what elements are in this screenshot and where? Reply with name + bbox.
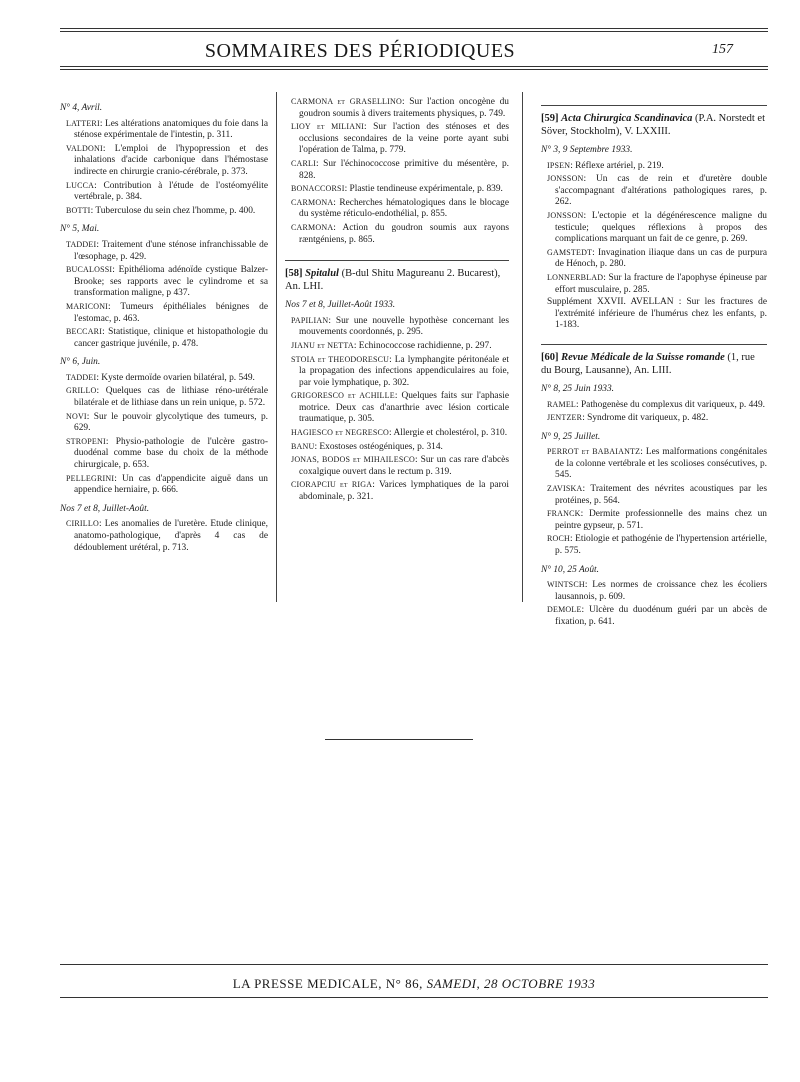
author: PELLEGRINI bbox=[66, 473, 115, 483]
article-entry bbox=[285, 121, 509, 157]
journal-publisher: (1, rue du Bourg, Lausanne), An. LIII. bbox=[541, 351, 755, 376]
article-title: : Action du goudron soumis aux rayons ræntgéniens, p. 865. bbox=[299, 222, 509, 245]
article-entry bbox=[285, 183, 509, 196]
journal-60-entries bbox=[541, 384, 767, 629]
column-2 bbox=[285, 96, 509, 505]
article-entry bbox=[60, 518, 268, 554]
article-title: : Les altérations anatomiques du foie dans la sténose expérimentale de l'intestin, p. 311. bbox=[74, 118, 268, 141]
author: GRIGORESCO et ACHILLE bbox=[291, 391, 395, 401]
article-title: : Sur l'action des sténoses et des occlusions secondaires de la veine porte ayant subi l'opération de Talma, p. 779. bbox=[299, 122, 509, 156]
article-title: : Traitement d'une sténose infranchissable de l'œsophage, p. 429. bbox=[74, 239, 268, 262]
article-entry bbox=[541, 412, 767, 425]
top-rule-2 bbox=[60, 31, 768, 32]
issue-heading: N° 10, 25 Août. bbox=[541, 564, 600, 575]
article-entry bbox=[285, 197, 509, 221]
journal-name: Revue Médicale de la Suisse romande bbox=[561, 351, 725, 363]
author: BOTTI bbox=[66, 205, 91, 215]
article-title: : Ulcère du duodénum guéri par un abcès de fixation, p. 641. bbox=[555, 605, 767, 627]
author: LUCCA bbox=[66, 180, 95, 190]
article-entry bbox=[60, 301, 268, 325]
author: BUCALOSSI bbox=[66, 265, 113, 275]
article-title: : L'emploi de l'hypopression et des inhalations d'acide carbonique dans l'hémostase indirecte en chirurgie cranio-cérébrale, p. 373. bbox=[74, 143, 268, 177]
article-entry bbox=[541, 210, 767, 246]
issue-heading: Nos 7 et 8, Juillet-Août. bbox=[60, 503, 150, 514]
article-title: : Tumeurs épithéliales bénignes de l'estomac, p. 463. bbox=[74, 301, 268, 324]
article-entry bbox=[541, 446, 767, 482]
article-title: : Physio-pathologie de l'ulcère gastro-duodénal comme base du choix de la méthode chirurgicale, p. 653. bbox=[74, 436, 268, 471]
author: PERROT et BABAIANTZ bbox=[547, 447, 641, 457]
article-title: : Les normes de croissance chez les écoliers lausannois, p. 609. bbox=[555, 580, 767, 602]
author: JONSSON bbox=[547, 210, 584, 220]
author: STOIA et THEODORESCU bbox=[291, 354, 390, 364]
article-entry bbox=[541, 399, 767, 412]
author: FRANCK bbox=[547, 509, 581, 519]
article-title: : Epithélioma adénoïde cystique Balzer-Brooke; ses rapports avec le cylindrome et sa transformation maligne, p 437. bbox=[74, 265, 268, 299]
article-entry bbox=[60, 205, 268, 218]
article-entry bbox=[541, 604, 767, 628]
journal-name: Acta Chirurgica Scandinavica bbox=[561, 113, 693, 124]
column-divider-2 bbox=[522, 92, 523, 602]
author: CARLI bbox=[291, 158, 316, 168]
footer bbox=[60, 976, 768, 992]
article-entry bbox=[60, 473, 268, 497]
article-entry bbox=[60, 411, 268, 435]
author: CARMONA bbox=[291, 222, 334, 232]
article-entry bbox=[285, 158, 509, 182]
issue-heading: N° 6, Juin. bbox=[60, 357, 101, 368]
article-entry bbox=[285, 390, 509, 426]
article-title: : Echinococcose rachidienne, p. 297. bbox=[353, 340, 492, 351]
article-entry bbox=[60, 180, 268, 204]
author: GRILLO bbox=[66, 386, 97, 396]
article-title: : Recherches hématologiques dans le blocage du système réticulo-endothélial, p. 855. bbox=[299, 197, 509, 220]
author: BECCARI bbox=[66, 327, 103, 337]
article-entry bbox=[60, 436, 268, 472]
issue-heading: Nos 7 et 8, Juillet-Août 1933. bbox=[285, 300, 396, 311]
article-title: : Sur une nouvelle hypothèse concernant les mouvements coordonnés, p. 295. bbox=[299, 315, 509, 338]
article-entry bbox=[60, 264, 268, 300]
article-entry bbox=[60, 326, 268, 350]
top-rule bbox=[60, 28, 768, 29]
author: JENTZER bbox=[547, 413, 583, 423]
author: ZAVISKA bbox=[547, 484, 583, 494]
author: BONACCORSI bbox=[291, 184, 345, 194]
issue-heading: N° 9, 25 Juillet. bbox=[541, 431, 601, 442]
issue-heading: N° 4, Avril. bbox=[60, 103, 103, 113]
article-title: : La lymphangite péritonéale et la propagation des infections appendiculaires au foie, par voie lymphatique, p. 302. bbox=[299, 354, 509, 388]
author: TADDEI bbox=[66, 239, 97, 249]
article-entry bbox=[285, 354, 509, 390]
article-entry bbox=[285, 441, 509, 454]
article-entry bbox=[541, 272, 767, 296]
article-title: : Quelques cas de lithiase réno-urétérale bilatérale et de lithiase dans un rein unique, p. 572. bbox=[74, 386, 268, 409]
issue-heading: N° 3, 9 Septembre 1933. bbox=[541, 145, 633, 155]
article-entry bbox=[60, 372, 268, 385]
article-entry bbox=[541, 160, 767, 173]
author: HAGIESCO et NEGRESCO bbox=[291, 428, 390, 438]
footer-journal: LA PRESSE MEDICALE, N° 86, bbox=[232, 976, 423, 991]
author: PAPILIAN bbox=[291, 315, 329, 325]
footer-date: SAMEDI, 28 OCTOBRE 1933 bbox=[426, 976, 596, 991]
article-title: : Varices lymphatiques de la paroi abdominale, p. 321. bbox=[299, 480, 509, 503]
journal-number: [58] bbox=[285, 268, 303, 280]
author: STROPENI bbox=[66, 436, 106, 446]
article-entry bbox=[285, 96, 509, 120]
author: CARMONA bbox=[291, 197, 334, 207]
journal-name: Spitalul bbox=[305, 268, 339, 280]
journal-number: [60] bbox=[541, 351, 559, 363]
article-title: : Sur l'échinococcose primitive du mésentère, p. 828. bbox=[299, 158, 509, 181]
author: WINTSCH bbox=[547, 580, 585, 590]
author: NOVI bbox=[66, 411, 87, 421]
article-title: : Sur la fracture de l'apophyse épineuse par effort musculaire, p. 285. bbox=[555, 272, 767, 295]
header-rule bbox=[60, 66, 768, 67]
article-entry bbox=[285, 315, 509, 339]
header-rule-2 bbox=[60, 69, 768, 70]
article-entry bbox=[541, 247, 767, 271]
article-entry bbox=[541, 533, 767, 557]
author: JONAS, BODOS et MIHAILESCO bbox=[291, 455, 415, 465]
author: LONNERBLAD bbox=[547, 272, 604, 282]
author: JONSSON bbox=[547, 174, 584, 184]
article-title: : Quelques faits sur l'aphasie motrice. Deux cas d'anarthrie avec lésion corticale traumatique, p. 305. bbox=[299, 391, 509, 425]
article-title: Supplément XXVII. AVELLAN : Sur les fractures de l'extrémité inférieure de l'humérus chez les enfants, p. 1-183. bbox=[547, 297, 767, 331]
article-title: : Invagination iliaque dans un cas de purpura de Hénoch, p. 280. bbox=[555, 247, 767, 270]
article-title: : Syndrome dit variqueux, p. 482. bbox=[582, 413, 709, 424]
author: MARICONI bbox=[66, 301, 109, 311]
column-2-entries bbox=[285, 96, 509, 246]
author: GAMSTEDT bbox=[547, 247, 593, 257]
column-divider-1 bbox=[276, 92, 277, 602]
author: ROCH bbox=[547, 534, 571, 544]
article-entry bbox=[285, 427, 509, 440]
article-title: : Etiologie et pathogénie de l'hypertension artérielle, p. 575. bbox=[555, 534, 767, 557]
journal-59-entries bbox=[541, 145, 767, 332]
author: VALDONI bbox=[66, 143, 103, 153]
author: JIANU et NETTA bbox=[291, 340, 354, 350]
article-entry bbox=[541, 579, 767, 603]
author: CIRILLO bbox=[66, 519, 99, 529]
journal-60-heading bbox=[541, 344, 767, 377]
column-3 bbox=[541, 105, 767, 630]
article-title: : Sur le pouvoir glycolytique des tumeurs, p. 629. bbox=[74, 411, 268, 434]
column-1 bbox=[60, 96, 268, 555]
author: DEMOLE bbox=[547, 605, 582, 615]
article-title: : Statistique, clinique et histopathologie du cancer gastrique juvénile, p. 478. bbox=[74, 327, 268, 349]
journal-58-heading bbox=[285, 260, 509, 293]
page-title: SOMMAIRES DES PÉRIODIQUES bbox=[204, 40, 516, 62]
article-title: : Exostoses ostéogéniques, p. 314. bbox=[314, 441, 443, 452]
article-title: : Les malformations congénitales de la colonne vertébrale et les scolioses consécutives, p. 545. bbox=[555, 447, 767, 481]
article-title: : Sur un cas rare d'abcès coxalgique ouvert dans le rectum p. 319. bbox=[299, 455, 509, 477]
article-title: : Réflexe artériel, p. 219. bbox=[570, 160, 664, 171]
author: LIOY et MILIANI bbox=[291, 122, 365, 132]
article-entry bbox=[60, 118, 268, 142]
article-entry bbox=[285, 340, 509, 353]
article-title: : Contribution à l'étude de l'ostéomyélite vertébrale, p. 384. bbox=[74, 180, 268, 203]
article-title: : Un cas d'appendicite aiguë dans un appendice herniaire, p. 666. bbox=[74, 473, 268, 496]
article-entry bbox=[60, 143, 268, 179]
article-entry bbox=[541, 173, 767, 209]
article-entry bbox=[541, 483, 767, 507]
article-title: : Pathogenèse du complexus dit variqueux, p. 449. bbox=[576, 399, 766, 410]
journal-publisher: (P.A. Norstedt et Söver, Stockholm), V. LXXIII. bbox=[541, 113, 766, 137]
article-entry bbox=[541, 508, 767, 532]
article-entry bbox=[285, 222, 509, 246]
journal-number: [59] bbox=[541, 113, 559, 124]
article-title: : Kyste dermoïde ovarien bilatéral, p. 549. bbox=[96, 372, 255, 383]
article-title: : L'ectopie et la dégénérescence maligne du testicule; quelques réflexions à propos des complications marquant un fait de ce genre, p. 269. bbox=[555, 210, 767, 245]
article-entry bbox=[285, 479, 509, 503]
article-title: : Les anomalies de l'uretère. Etude clinique, anatomo-pathologique, d'après 4 cas de dédoublement urétéral, p. 713. bbox=[74, 519, 268, 553]
footer-rule bbox=[60, 964, 768, 965]
article-entry bbox=[285, 454, 509, 478]
author: CARMONA et GRASELLINO bbox=[291, 97, 402, 106]
article-title: : Tuberculose du sein chez l'homme, p. 400. bbox=[90, 205, 256, 216]
article-title: : Un cas de rein et d'uretère double s'accompagnant d'altérations pathologiques rares, p. 262. bbox=[555, 174, 767, 208]
journal-59-heading bbox=[541, 105, 767, 138]
page-number: 157 bbox=[712, 42, 733, 57]
author: LATTERI bbox=[66, 118, 100, 128]
article-entry bbox=[541, 297, 767, 332]
author: RAMEL bbox=[547, 399, 576, 409]
section-end-rule bbox=[325, 739, 473, 740]
journal-58-entries bbox=[285, 300, 509, 504]
footer-rule-2 bbox=[60, 997, 768, 998]
issue-heading: N° 8, 25 Juin 1933. bbox=[541, 383, 615, 394]
article-title: : Traitement des névrites acoustiques par les protéines, p. 564. bbox=[555, 484, 767, 506]
article-entry bbox=[60, 385, 268, 409]
journal-publisher: (B-dul Shitu Magureanu 2. Bucarest), An. LHI. bbox=[285, 268, 501, 293]
article-title: : Allergie et cholestérol, p. 310. bbox=[389, 428, 508, 439]
article-title: : Dermite professionnelle des mains chez un peintre gypseur, p. 571. bbox=[555, 509, 767, 531]
author: BANU bbox=[291, 441, 315, 451]
article-title: : Sur l'action oncogène du goudron soumis à divers traitements physiques, p. 749. bbox=[299, 97, 509, 119]
author: TADDEI bbox=[66, 372, 97, 382]
author: CIORAPCIU et RIGA bbox=[291, 480, 373, 490]
article-title: : Plastie tendineuse expérimentale, p. 839. bbox=[344, 184, 503, 195]
issue-heading: N° 5, Mai. bbox=[60, 224, 100, 235]
author: IPSEN bbox=[547, 160, 571, 170]
article-entry bbox=[60, 239, 268, 263]
